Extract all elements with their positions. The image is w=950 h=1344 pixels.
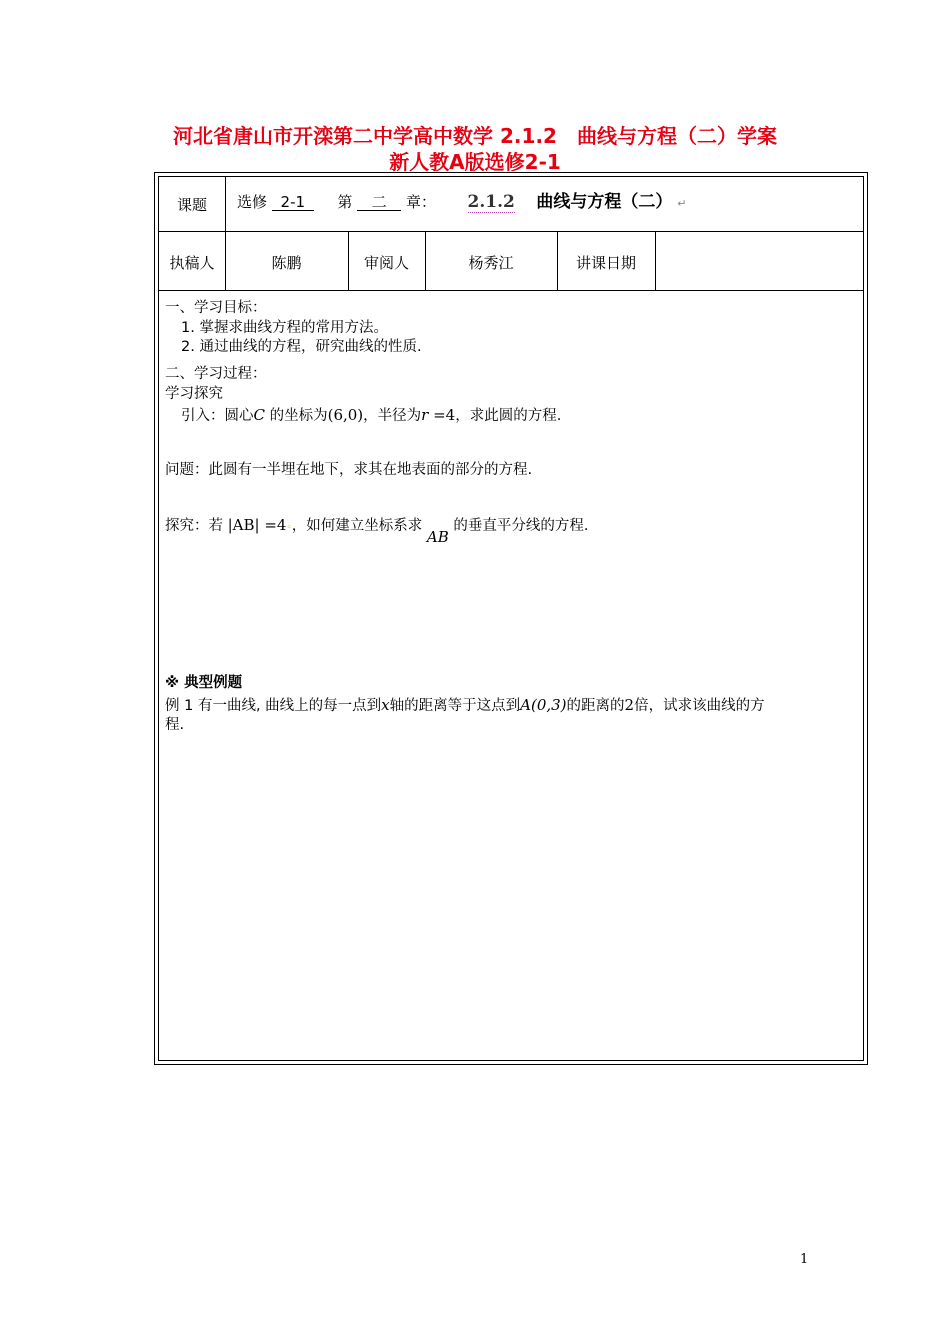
goal-1: 1. 掌握求曲线方程的常用方法。 [181, 320, 388, 336]
row-divider-2 [159, 290, 863, 291]
chapter-suffix: 章： [405, 193, 436, 211]
document-title-line2: 新人教A版选修2-1 [389, 150, 561, 174]
elective-prefix: 选修 [237, 193, 268, 211]
example-1-line1 [165, 695, 765, 716]
intro-text-a: 引入：圆心 [181, 408, 254, 424]
label-topic: 课题 [176, 196, 207, 214]
probe-abs-ab: |AB| =4 [227, 516, 287, 534]
ex1-factor-2: 2 [624, 696, 635, 714]
intro-radius-r: r [421, 406, 429, 424]
process-heading: 二、学习过程： [165, 366, 267, 382]
intro-text-b: 的坐标为 [264, 408, 328, 424]
section-number: 2.1.2 [467, 192, 515, 212]
intro-radius-eq: =4 [428, 406, 456, 424]
ex1-text-d: 倍，试求该曲线的方 [634, 698, 765, 714]
chapter-prefix: 第 [337, 193, 353, 211]
lesson-table [154, 172, 868, 1065]
intro-center-c: C [253, 406, 265, 424]
intro-point: (6,0) [327, 406, 364, 424]
example-1-line2: 程. [165, 717, 185, 733]
label-lecture-date: 讲课日期 [575, 254, 636, 272]
probe-text-a: 探究：若 [165, 518, 223, 534]
explore-heading: 学习探究 [165, 386, 223, 402]
label-reviewer: 审阅人 [363, 254, 409, 272]
probe-text-b: ，如何建立坐标系求 [291, 518, 423, 534]
probe-problem: 探究：若 |AB| =4◦，如何建立坐标系求 AB 的垂直平分线的方程. [165, 516, 589, 546]
ex1-x-axis: x [381, 696, 390, 714]
intro-text-e: ，求此圆的方程. [455, 408, 562, 424]
examples-heading: ※ 典型例题 [165, 675, 243, 691]
row-divider-1 [159, 231, 863, 232]
intro-text-d: ，半径为 [363, 408, 422, 424]
chapter-value: 二 [357, 194, 401, 211]
label-author: 执稿人 [169, 254, 215, 272]
document-title-line1: 河北省唐山市开滦第二中学高中数学 2.1.2 曲线与方程（二）学案 [173, 124, 777, 148]
topic-value [237, 192, 837, 214]
paragraph-mark-icon: ↵ [677, 197, 687, 210]
probe-segment-ab: AB [426, 528, 449, 546]
ex1-text-c: 的距离的 [566, 698, 625, 714]
question-text: 问题：此圆有一半埋在地下，求其在地表面的部分的方程. [165, 462, 533, 478]
ex1-text-a: 例 1 有一曲线, 曲线上的每一点到 [165, 698, 382, 714]
ex1-point-a: A(0,3) [520, 696, 567, 714]
section-title: 曲线与方程（二） [536, 192, 673, 212]
goals-heading: 一、学习目标： [165, 300, 267, 316]
page-number: 1 [800, 1252, 809, 1267]
reviewer-name: 杨秀江 [468, 254, 514, 272]
col-divider-r2-5 [655, 231, 656, 290]
author-name: 陈鹏 [271, 254, 302, 272]
col-divider-r1 [225, 177, 226, 231]
intro-problem [181, 405, 561, 426]
lesson-table-inner [158, 176, 864, 1061]
goal-2: 2. 通过曲线的方程，研究曲线的性质. [181, 339, 422, 355]
ex1-text-b: 轴的距离等于这点到 [389, 698, 521, 714]
probe-text-c: 的垂直平分线的方程. [453, 518, 589, 534]
elective-value: 2-1 [272, 194, 314, 211]
